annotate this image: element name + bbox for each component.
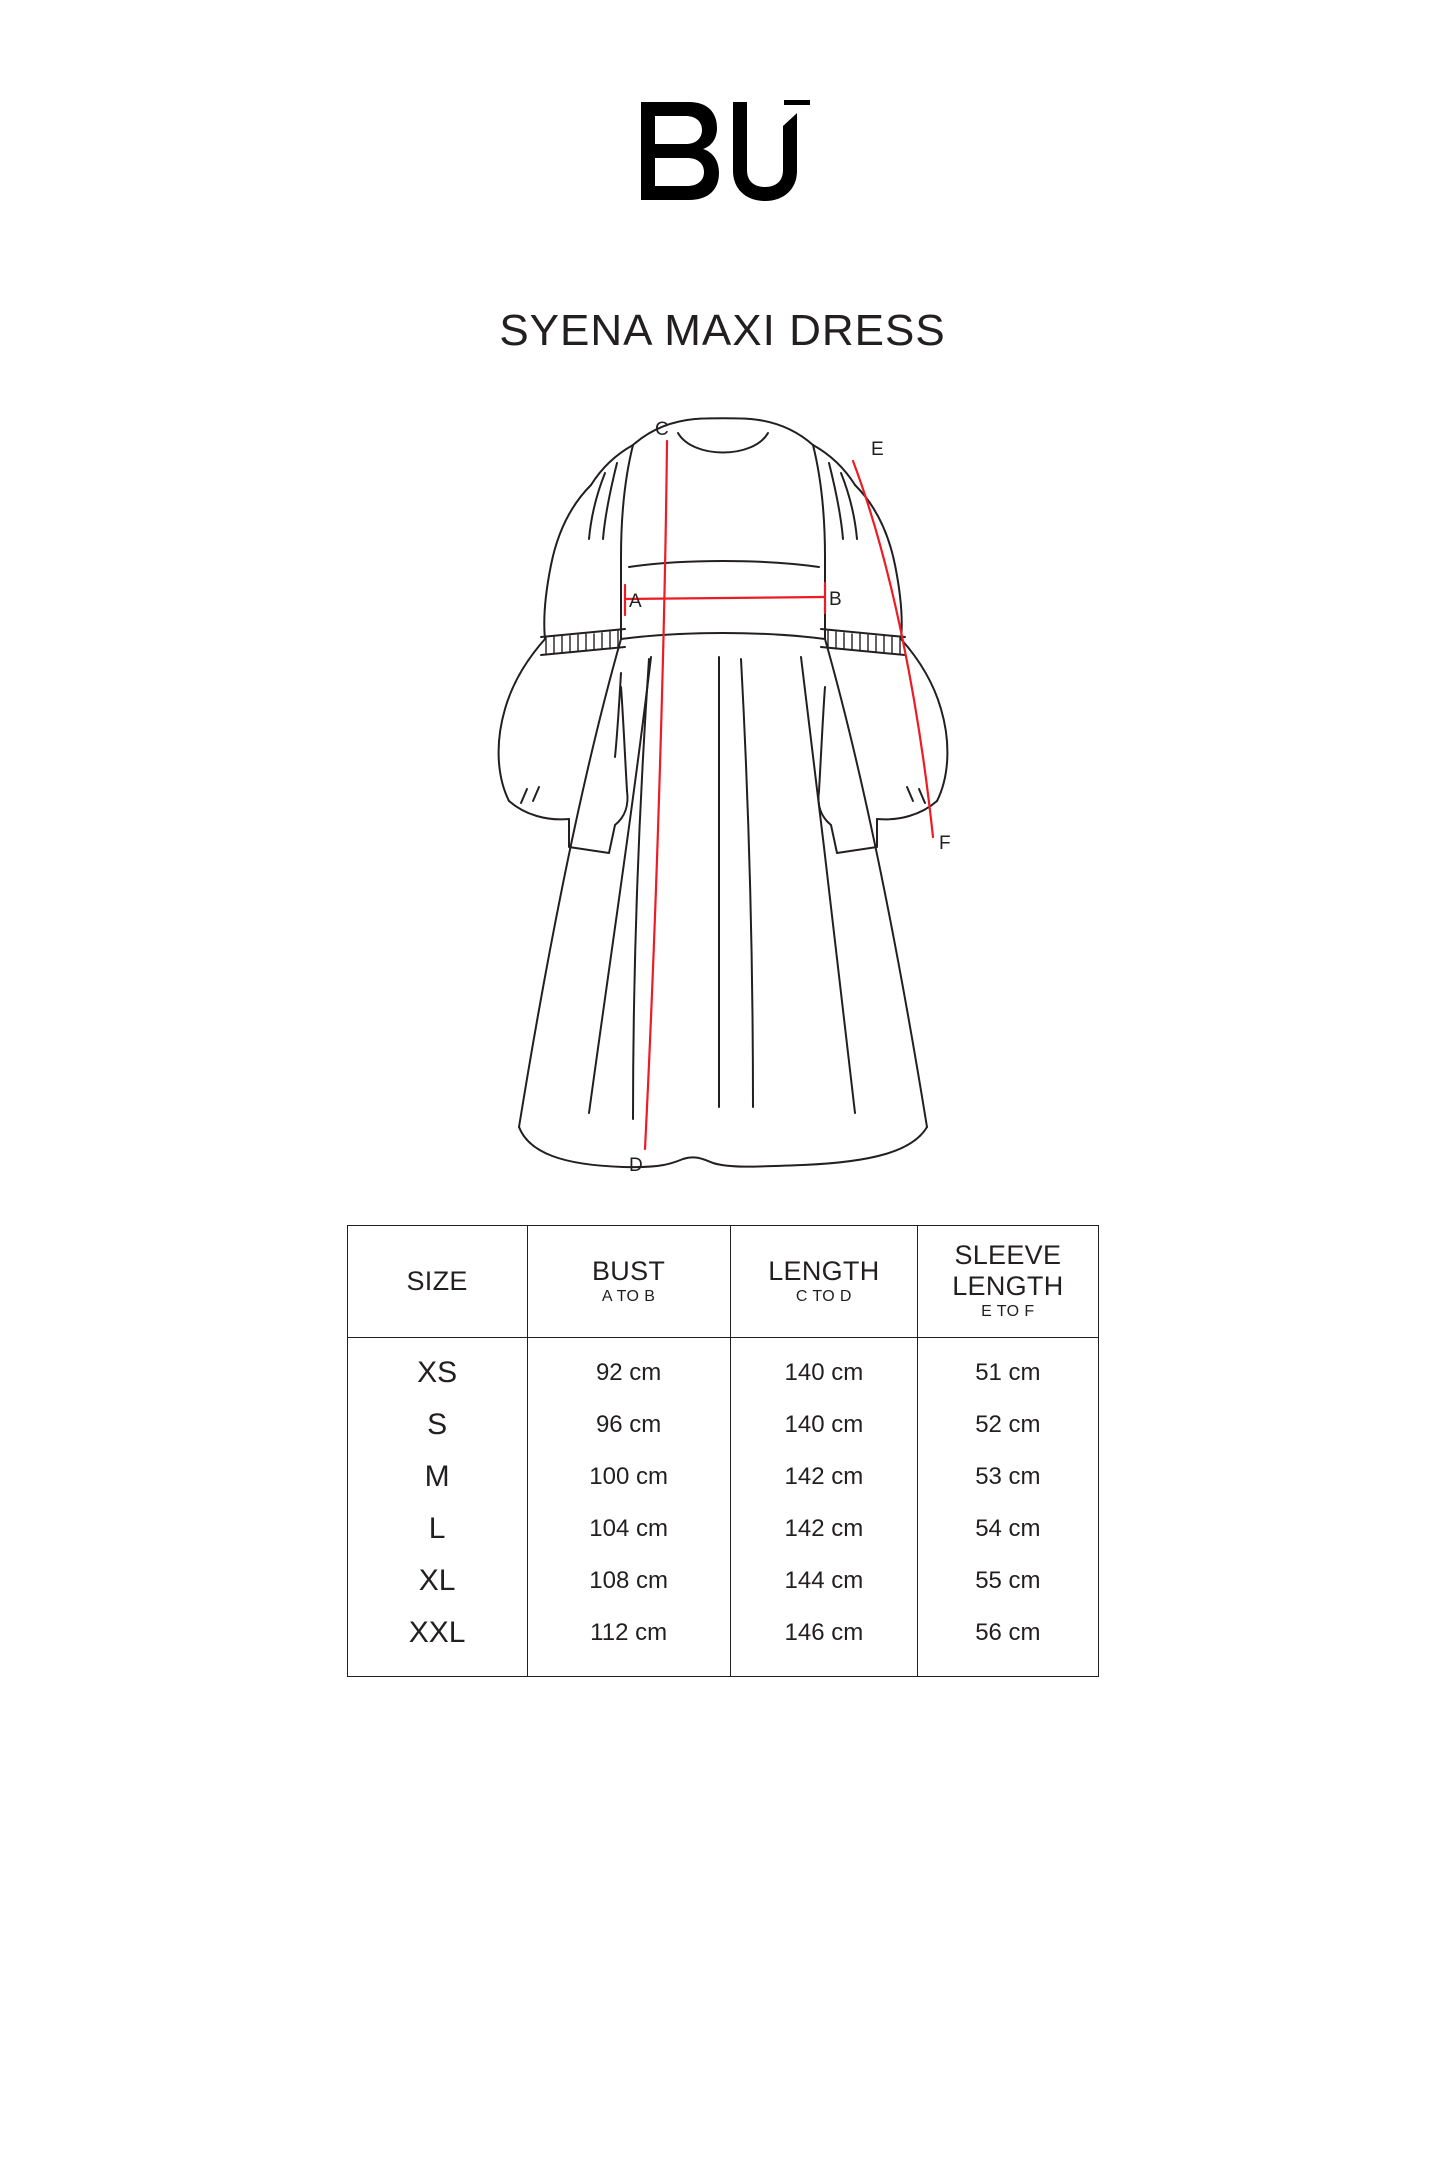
column-header-size-main: SIZE: [406, 1265, 468, 1296]
column-header-length-sub: C TO D: [795, 1287, 852, 1305]
column-header-bust: [527, 1226, 730, 1337]
table-row: [347, 1503, 1098, 1555]
table-row: [347, 1399, 1098, 1451]
cell-size: L: [347, 1503, 527, 1555]
cell-length: 142 cm: [730, 1503, 918, 1555]
cell-sleeve: 53 cm: [918, 1451, 1098, 1503]
cell-length: 144 cm: [730, 1555, 918, 1607]
size-chart-table: [347, 1225, 1099, 1676]
column-header-bust-sub: A TO B: [601, 1287, 656, 1305]
size-chart-header: [347, 1226, 1098, 1337]
column-header-length-main: LENGTH: [768, 1255, 880, 1286]
cell-size: XL: [347, 1555, 527, 1607]
table-row: [347, 1451, 1098, 1503]
cell-sleeve: 51 cm: [918, 1337, 1098, 1399]
column-header-sleeve-main: SLEEVE LENGTH: [952, 1240, 1064, 1301]
cell-size: XS: [347, 1337, 527, 1399]
brand-logo: [633, 96, 813, 206]
table-header-row: [347, 1226, 1098, 1337]
table-row: [347, 1337, 1098, 1399]
cell-length: 140 cm: [730, 1399, 918, 1451]
cell-length: 146 cm: [730, 1607, 918, 1677]
point-label-a: A: [628, 591, 642, 613]
column-header-sleeve-sub: E TO F: [981, 1302, 1035, 1320]
point-label-e: E: [870, 439, 884, 461]
cell-sleeve: 56 cm: [918, 1607, 1098, 1677]
column-header-sleeve: [918, 1226, 1098, 1337]
point-label-d: D: [628, 1155, 643, 1177]
table-row: [347, 1555, 1098, 1607]
cell-sleeve: 55 cm: [918, 1555, 1098, 1607]
cell-bust: 92 cm: [527, 1337, 730, 1399]
cell-bust: 96 cm: [527, 1399, 730, 1451]
cell-length: 142 cm: [730, 1451, 918, 1503]
point-label-c: C: [654, 419, 669, 441]
cell-sleeve: 52 cm: [918, 1399, 1098, 1451]
column-header-bust-main: BUST: [592, 1255, 666, 1286]
cell-bust: 112 cm: [527, 1607, 730, 1677]
cell-sleeve: 54 cm: [918, 1503, 1098, 1555]
cell-bust: 100 cm: [527, 1451, 730, 1503]
cell-size: XXL: [347, 1607, 527, 1677]
point-label-b: B: [828, 589, 842, 611]
dress-technical-drawing: [333, 407, 1113, 1207]
point-label-f: F: [938, 833, 951, 855]
cell-size: S: [347, 1399, 527, 1451]
table-row: [347, 1607, 1098, 1677]
cell-length: 140 cm: [730, 1337, 918, 1399]
size-chart-body: [347, 1337, 1098, 1676]
cell-size: M: [347, 1451, 527, 1503]
column-header-length: [730, 1226, 918, 1337]
column-header-size: [347, 1226, 527, 1337]
page-title: SYENA MAXI DRESS: [499, 306, 946, 355]
cell-bust: 104 cm: [527, 1503, 730, 1555]
cell-bust: 108 cm: [527, 1555, 730, 1607]
